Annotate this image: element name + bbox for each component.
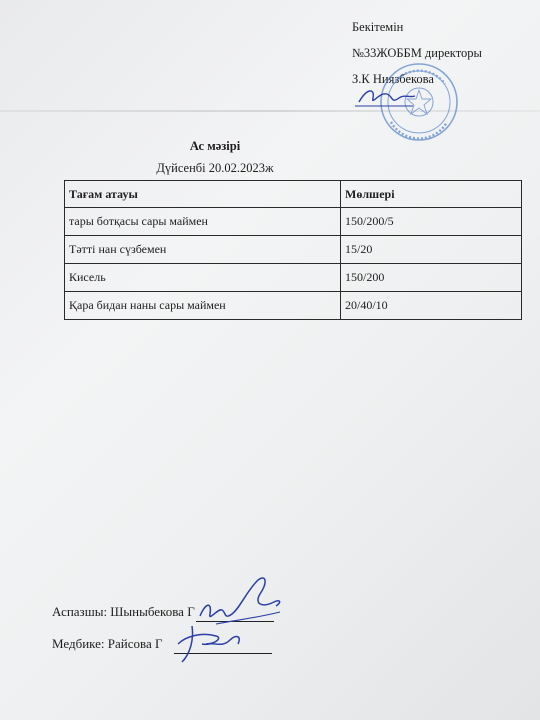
dish-cell: Тәтті нан сүзбемен [65, 236, 341, 264]
approval-position: №33ЖОББМ директоры [352, 46, 482, 60]
menu-title: Ас мәзірі [189, 139, 241, 153]
table-row [65, 236, 522, 264]
portion-cell: 150/200/5 [341, 208, 522, 236]
portion-cell: 20/40/10 [341, 292, 522, 320]
official-stamp [353, 62, 463, 148]
nurse-signature-label: Медбике: Райсова Г [52, 636, 163, 651]
table-row [65, 208, 522, 236]
dish-cell: Кисель [65, 264, 341, 292]
dish-cell: Қара бидан наны сары маймен [65, 292, 341, 320]
director-signature-mark [359, 91, 415, 102]
portion-cell: 150/200 [341, 264, 522, 292]
table-row [65, 264, 522, 292]
column-header-portion: Мөлшері [341, 181, 522, 208]
dish-cell: тары ботқасы сары маймен [65, 208, 341, 236]
menu-table [64, 180, 522, 320]
cook-signature-label: Аспазшы: Шыныбекова Г [52, 604, 195, 619]
table-row [65, 292, 522, 320]
menu-date: Дүйсенбі 20.02.2023ж [156, 161, 274, 175]
nurse-signature [172, 614, 252, 666]
portion-cell: 15/20 [341, 236, 522, 264]
approval-name: З.К Ниязбекова [352, 72, 434, 86]
table-header-row [65, 181, 522, 208]
approval-heading: Бекітемін [352, 20, 404, 34]
column-header-dish: Тағам атауы [65, 181, 341, 208]
